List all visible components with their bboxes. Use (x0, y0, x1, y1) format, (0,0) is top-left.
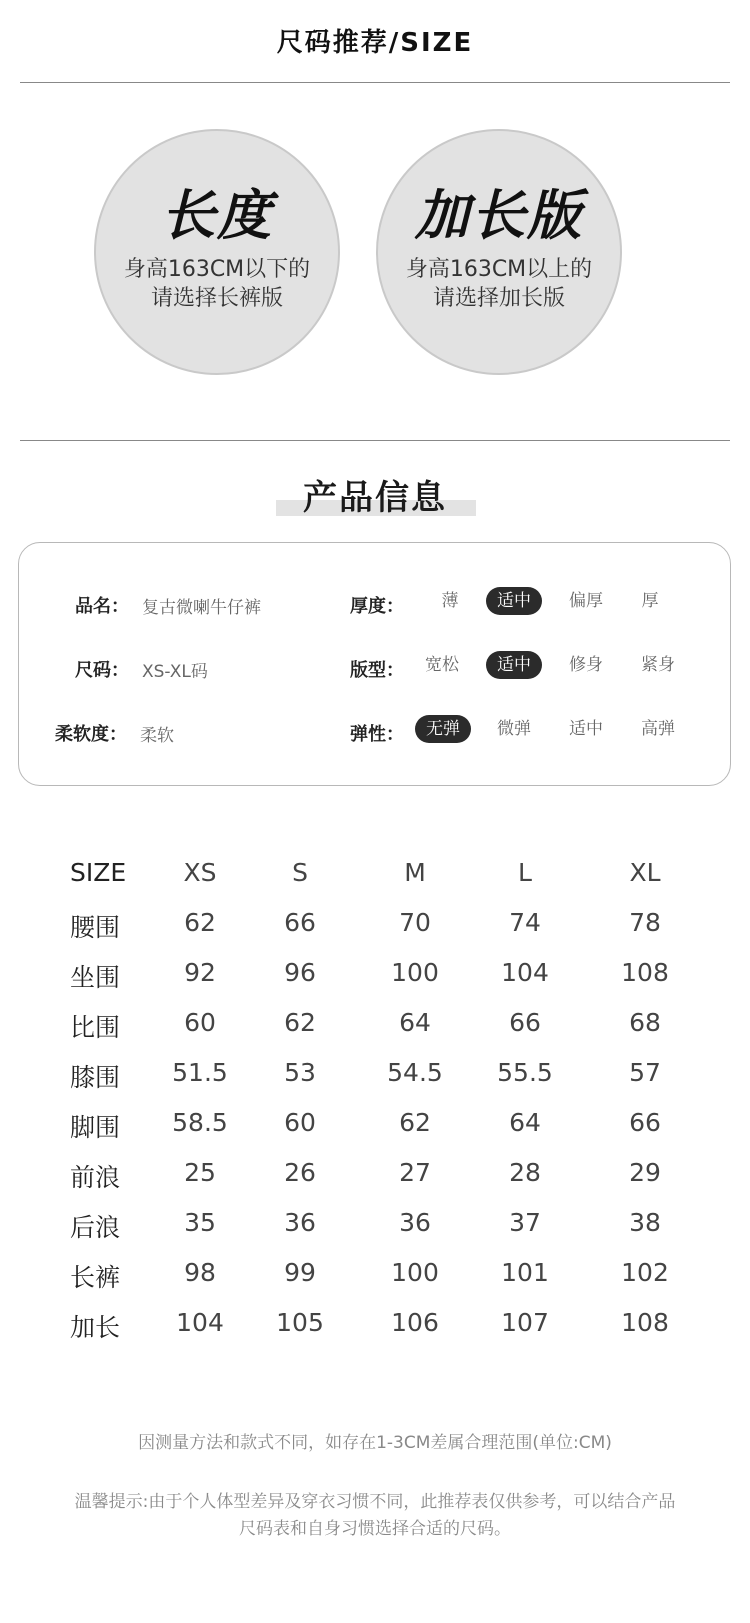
table-cell: 62 (284, 1008, 316, 1037)
fit-option: 宽松 (425, 655, 459, 675)
thickness-option: 偏厚 (569, 591, 603, 611)
table-cell: 60 (184, 1008, 216, 1037)
table-cell: 25 (184, 1158, 216, 1187)
table-row-label: 腰围 (70, 913, 121, 942)
size-header-cell: XL (629, 858, 661, 887)
table-cell: 66 (629, 1108, 661, 1137)
table-cell: 78 (629, 908, 661, 937)
recommend-title: 长度 (161, 184, 273, 247)
table-cell: 104 (176, 1308, 224, 1337)
table-cell: 98 (184, 1258, 216, 1287)
table-cell: 53 (284, 1058, 316, 1087)
table-cell: 108 (621, 1308, 669, 1337)
softness-label: 柔软度： (55, 724, 127, 745)
fit-label: 版型： (350, 660, 404, 681)
divider (20, 82, 730, 83)
fit-option: 修身 (569, 655, 603, 675)
name-label: 品名： (75, 596, 129, 617)
size-header-cell: M (404, 858, 426, 887)
table-row-label: 坐围 (70, 963, 121, 992)
fit-option: 紧身 (641, 655, 675, 675)
table-cell: 35 (184, 1208, 216, 1237)
table-cell: 37 (509, 1208, 541, 1237)
size-header-cell: XS (183, 858, 217, 887)
recommend-desc-line: 身高163CM以下的 (123, 257, 311, 282)
size-value: XS-XL码 (142, 662, 208, 682)
table-cell: 54.5 (387, 1058, 443, 1087)
thickness-option: 薄 (441, 591, 459, 611)
table-cell: 100 (391, 958, 439, 987)
recommend-desc-line: 请选择加长版 (432, 286, 565, 311)
table-cell: 28 (509, 1158, 541, 1187)
table-cell: 104 (501, 958, 549, 987)
table-cell: 36 (399, 1208, 431, 1237)
table-cell: 99 (284, 1258, 316, 1287)
recommend-desc (378, 255, 620, 313)
table-cell: 66 (509, 1008, 541, 1037)
softness-value: 柔软 (140, 726, 174, 746)
recommend-desc-line: 身高163CM以上的 (405, 257, 593, 282)
table-cell: 62 (184, 908, 216, 937)
table-cell: 29 (629, 1158, 661, 1187)
table-cell: 102 (621, 1258, 669, 1287)
table-cell: 55.5 (497, 1058, 553, 1087)
table-cell: 96 (284, 958, 316, 987)
table-cell: 62 (399, 1108, 431, 1137)
elasticity-label: 弹性： (350, 724, 404, 745)
recommend-circle-long (376, 129, 622, 375)
recommend-desc-line: 请选择长裤版 (150, 286, 283, 311)
table-cell: 74 (509, 908, 541, 937)
table-cell: 64 (399, 1008, 431, 1037)
table-row-label: 比围 (70, 1013, 121, 1042)
table-cell: 108 (621, 958, 669, 987)
size-header-cell: S (292, 858, 308, 887)
thickness-label: 厚度： (350, 596, 404, 617)
elasticity-option: 高弹 (641, 719, 675, 739)
table-cell: 64 (509, 1108, 541, 1137)
size-header-cell: L (518, 858, 532, 887)
section-title: 产品信息 (303, 478, 447, 518)
table-cell: 60 (284, 1108, 316, 1137)
tip-note-line: 尺码表和自身习惯选择合适的尺码。 (239, 1519, 511, 1539)
table-cell: 27 (399, 1158, 431, 1187)
elasticity-option-selected: 无弹 (415, 715, 471, 743)
table-cell: 38 (629, 1208, 661, 1237)
table-row-label: 前浪 (70, 1163, 121, 1192)
size-label: 尺码： (75, 660, 129, 681)
recommend-circle-regular (94, 129, 340, 375)
table-row-label: 长裤 (70, 1263, 121, 1292)
table-cell: 107 (501, 1308, 549, 1337)
table-row-label: 后浪 (70, 1213, 121, 1242)
fit-option-selected: 适中 (486, 651, 542, 679)
table-cell: 106 (391, 1308, 439, 1337)
table-cell: 26 (284, 1158, 316, 1187)
table-cell: 58.5 (172, 1108, 228, 1137)
table-row-label: 加长 (70, 1313, 121, 1342)
thickness-option-selected: 适中 (486, 587, 542, 615)
table-cell: 68 (629, 1008, 661, 1037)
table-cell: 105 (276, 1308, 324, 1337)
thickness-option: 厚 (641, 591, 659, 611)
table-cell: 70 (399, 908, 431, 937)
name-value: 复古微喇牛仔裤 (142, 598, 261, 618)
measure-note: 因测量方法和款式不同，如存在1-3CM差属合理范围(单位:CM) (138, 1433, 612, 1453)
elasticity-option: 微弹 (497, 719, 531, 739)
page-title: 尺码推荐/SIZE (276, 28, 474, 58)
table-cell: 101 (501, 1258, 549, 1287)
table-cell: 92 (184, 958, 216, 987)
table-cell: 57 (629, 1058, 661, 1087)
recommend-title: 加长版 (415, 184, 583, 247)
elasticity-option: 适中 (569, 719, 603, 739)
size-header-label: SIZE (70, 858, 127, 887)
tip-note-line: 温馨提示:由于个人体型差异及穿衣习惯不同，此推荐表仅供参考，可以结合产品 (74, 1492, 676, 1512)
table-cell: 36 (284, 1208, 316, 1237)
table-cell: 51.5 (172, 1058, 228, 1087)
table-cell: 100 (391, 1258, 439, 1287)
divider (20, 440, 730, 441)
recommend-desc (96, 255, 338, 313)
table-row-label: 脚围 (70, 1113, 121, 1142)
table-cell: 66 (284, 908, 316, 937)
table-row-label: 膝围 (70, 1063, 121, 1092)
